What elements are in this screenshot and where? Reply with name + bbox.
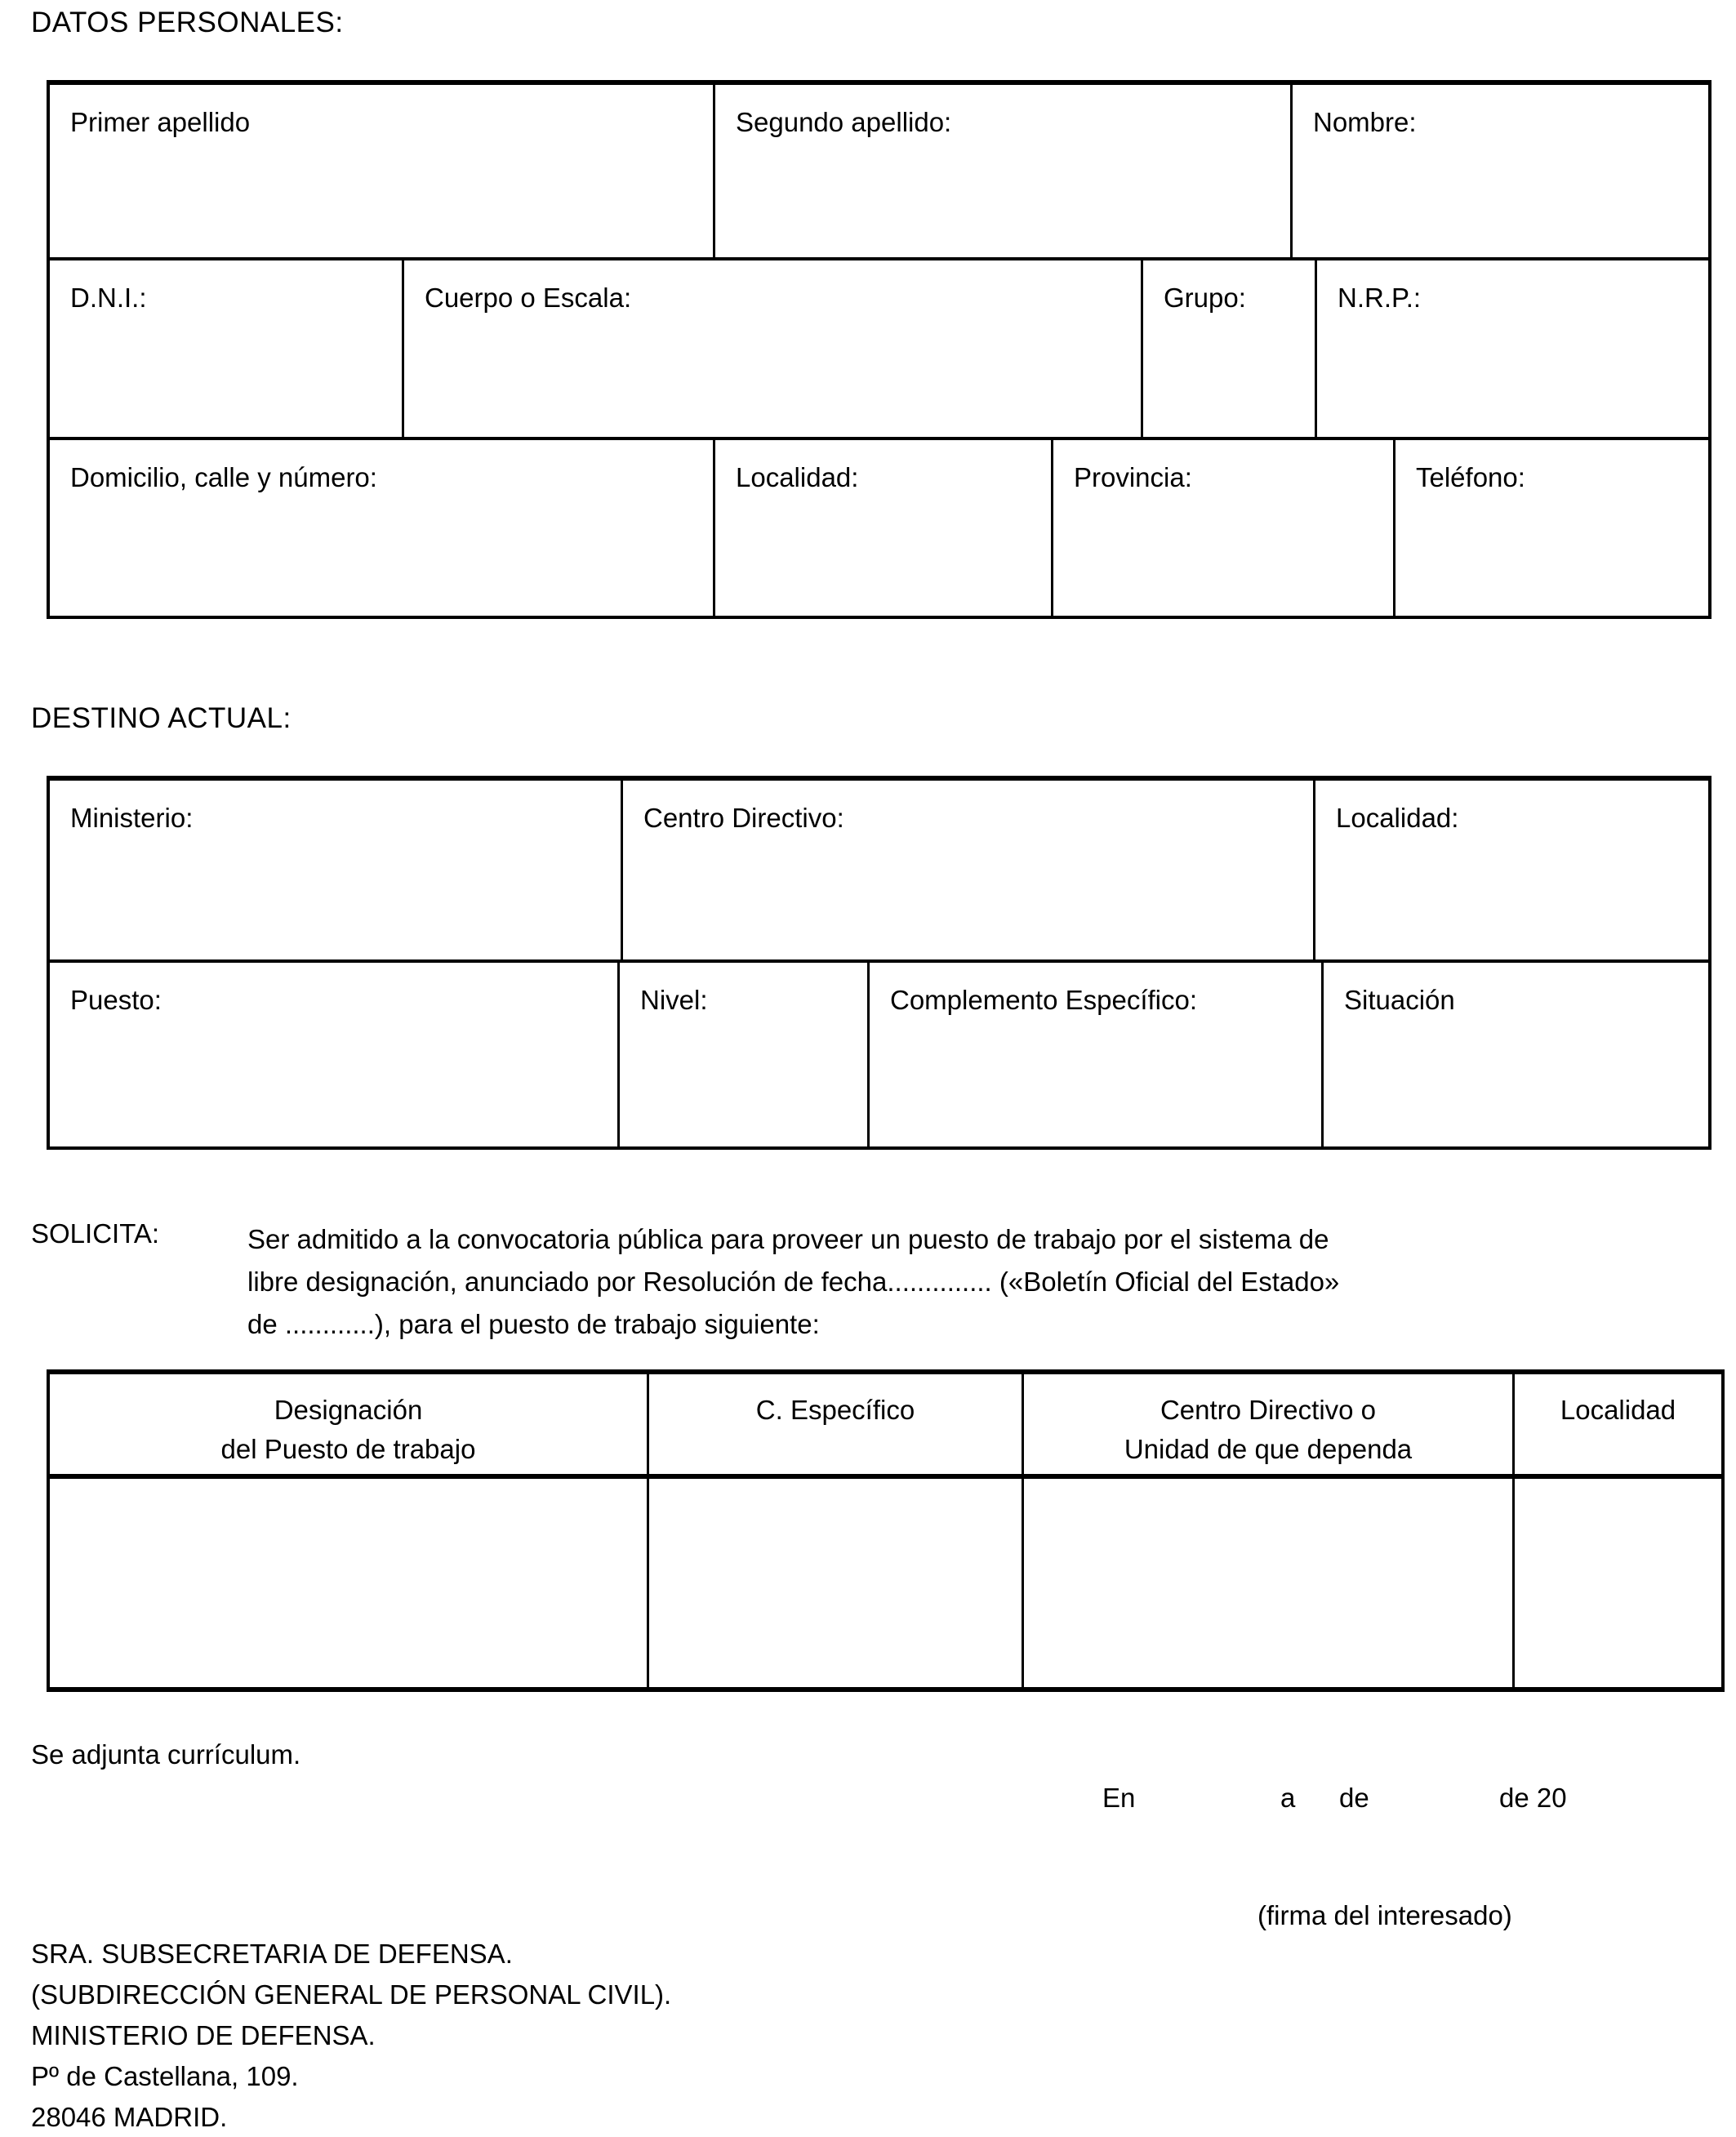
table-row [50,959,1708,1146]
cell-complemento-especifico [867,963,1321,1146]
header-designacion-line2: del Puesto de trabajo [220,1434,476,1464]
cell-localidad-blank [1512,1479,1721,1687]
solicita-paragraph [247,1218,1339,1346]
table-row [50,257,1708,437]
destinatario-line-2: (SUBDIRECCIÓN GENERAL DE PERSONAL CIVIL). [31,1979,672,2010]
destinatario-line-1: SRA. SUBSECRETARIA DE DEFENSA. [31,1939,513,1969]
label-telefono: Teléfono: [1416,462,1525,492]
label-provincia: Provincia: [1074,462,1192,492]
date-word-en: En [1102,1783,1136,1813]
cell-puesto [50,963,617,1146]
table-body-row [50,1479,1721,1687]
cell-nivel [617,963,867,1146]
label-situacion: Situación [1344,985,1455,1015]
header-centro-directivo-line1: Centro Directivo o [1160,1395,1377,1425]
label-nrp: N.R.P.: [1338,283,1422,313]
label-segundo-apellido: Segundo apellido: [736,107,952,137]
label-nivel: Nivel: [640,985,708,1015]
destinatario-line-4: Pº de Castellana, 109. [31,2061,299,2091]
date-word-a: a [1280,1783,1296,1813]
cell-segundo-apellido [713,85,1290,257]
cell-ministerio [50,781,621,959]
label-puesto: Puesto: [70,985,162,1015]
cell-designacion-blank [50,1479,647,1687]
header-localidad-label: Localidad [1560,1395,1676,1425]
header-designacion-line1: Designación [274,1395,423,1425]
label-primer-apellido: Primer apellido [70,107,251,137]
label-localidad-destino: Localidad: [1336,803,1459,833]
section-title-datos-personales: DATOS PERSONALES: [31,7,344,38]
table-header-row [50,1374,1721,1479]
firma-caption: (firma del interesado) [1257,1900,1512,1930]
cell-localidad-destino [1313,781,1708,959]
cell-cuerpo-o-escala [402,260,1141,437]
date-word-de-anio: de 20 [1499,1783,1567,1813]
table-puesto-solicitado [47,1369,1725,1692]
header-c-especifico-label: C. Específico [755,1395,915,1425]
cell-localidad [713,440,1051,616]
label-nombre: Nombre: [1313,107,1417,137]
table-row [50,437,1708,616]
cell-centro-directivo-blank [1022,1479,1512,1687]
cell-telefono [1393,440,1708,616]
header-centro-directivo [1022,1374,1512,1474]
label-centro-directivo: Centro Directivo: [643,803,844,833]
label-solicita: SOLICITA: [31,1218,160,1249]
cell-grupo [1141,260,1315,437]
solicita-text-line-3: de ............), para el puesto de trabajo siguiente: [247,1309,820,1339]
header-centro-directivo-line2: Unidad de que dependa [1124,1434,1413,1464]
label-ministerio: Ministerio: [70,803,194,833]
header-designacion [50,1374,647,1474]
table-row [50,85,1708,257]
solicita-text-line-1: Ser admitido a la convocatoria pública para proveer un puesto de trabajo por el sistema de [247,1224,1329,1254]
table-destino-actual [47,776,1712,1150]
cell-situacion [1321,963,1708,1146]
destinatario-line-3: MINISTERIO DE DEFENSA. [31,2020,376,2050]
label-dni: D.N.I.: [70,283,147,313]
label-grupo: Grupo: [1164,283,1246,313]
header-c-especifico [647,1374,1022,1474]
cell-provincia [1051,440,1393,616]
label-domicilio: Domicilio, calle y número: [70,462,377,492]
section-title-destino-actual: DESTINO ACTUAL: [31,702,292,734]
label-complemento-especifico: Complemento Específico: [890,985,1198,1015]
table-row [50,781,1708,959]
label-localidad: Localidad: [736,462,859,492]
cell-dni [50,260,402,437]
header-localidad [1512,1374,1721,1474]
date-word-de: de [1339,1783,1369,1813]
label-cuerpo-o-escala: Cuerpo o Escala: [425,283,632,313]
cell-c-especifico-blank [647,1479,1022,1687]
destinatario-line-5: 28046 MADRID. [31,2102,228,2132]
table-datos-personales [47,80,1712,619]
cell-primer-apellido [50,85,713,257]
cell-nrp [1315,260,1708,437]
solicita-text-line-2: libre designación, anunciado por Resolución de fecha.............. («Boletín Oficial del Estado» [247,1267,1340,1297]
cell-nombre [1290,85,1708,257]
cell-domicilio [50,440,713,616]
se-adjunta-text: Se adjunta currículum. [31,1739,301,1770]
cell-centro-directivo [621,781,1313,959]
destinatario-address-block [31,1934,671,2137]
